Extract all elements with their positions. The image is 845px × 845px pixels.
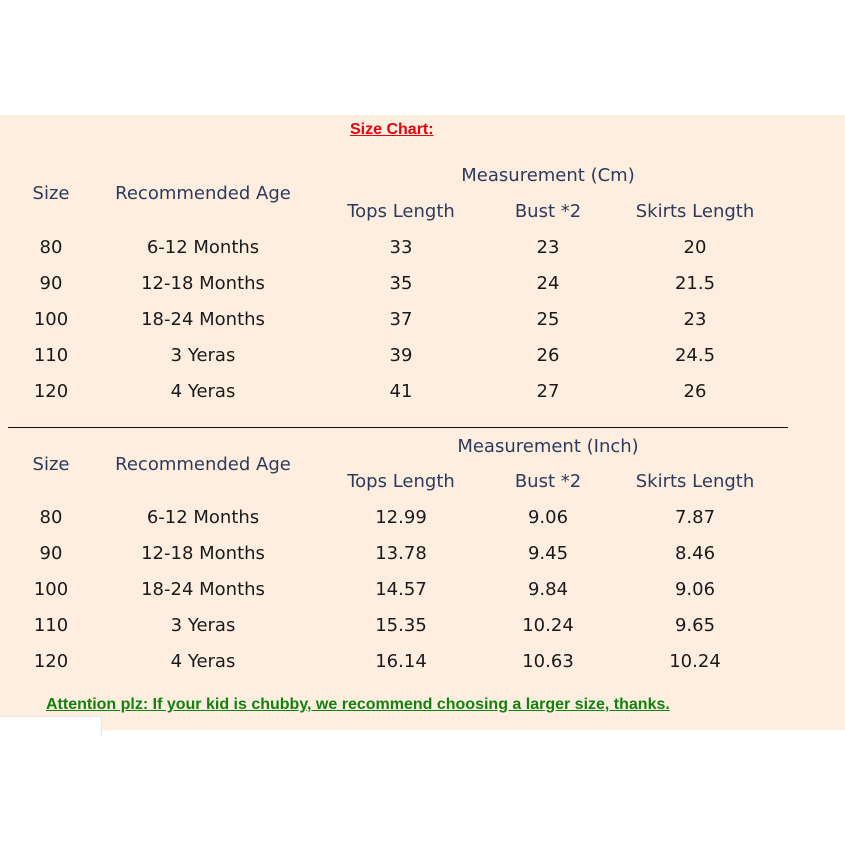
age-cell: 4 Yeras xyxy=(170,651,236,672)
age-cell: 4 Yeras xyxy=(170,381,236,402)
tops-cell: 12.99 xyxy=(375,507,427,528)
bust-cell: 25 xyxy=(536,309,560,330)
bust-cell: 9.06 xyxy=(527,507,569,528)
skirts-cell: 8.46 xyxy=(674,543,716,564)
cm-bust-header: Bust *2 xyxy=(514,201,582,222)
age-cell: 18-24 Months xyxy=(141,309,265,330)
tops-cell: 39 xyxy=(389,345,413,366)
size-cell: 80 xyxy=(39,237,63,258)
attention-note: Attention plz: If your kid is chubby, we recommend choosing a larger size, thanks. xyxy=(46,696,670,713)
tops-cell: 41 xyxy=(389,381,413,402)
size-cell: 110 xyxy=(33,615,69,636)
size-cell: 90 xyxy=(39,273,63,294)
bust-cell: 27 xyxy=(536,381,560,402)
size-cell: 100 xyxy=(33,579,69,600)
age-cell: 18-24 Months xyxy=(141,579,265,600)
inch-age-header: Recommended Age xyxy=(115,454,291,475)
skirts-cell: 7.87 xyxy=(674,507,716,528)
tops-cell: 33 xyxy=(389,237,413,258)
age-cell: 6-12 Months xyxy=(146,507,260,528)
tops-cell: 14.57 xyxy=(375,579,427,600)
cm-age-header: Recommended Age xyxy=(115,183,291,204)
size-cell: 110 xyxy=(33,345,69,366)
bust-cell: 26 xyxy=(536,345,560,366)
size-cell: 120 xyxy=(33,651,69,672)
size-cell: 120 xyxy=(33,381,69,402)
inch-bust-header: Bust *2 xyxy=(514,471,582,492)
cm-tops-header: Tops Length xyxy=(347,201,455,222)
skirts-cell: 24.5 xyxy=(674,345,716,366)
size-cell: 90 xyxy=(39,543,63,564)
skirts-cell: 21.5 xyxy=(674,273,716,294)
tops-cell: 35 xyxy=(389,273,413,294)
skirts-cell: 23 xyxy=(683,309,707,330)
size-cell: 80 xyxy=(39,507,63,528)
bottom-tab-edge xyxy=(0,716,102,737)
table-divider xyxy=(8,427,788,428)
tops-cell: 37 xyxy=(389,309,413,330)
tops-cell: 13.78 xyxy=(375,543,427,564)
inch-measurement-group-label: Measurement (Inch) xyxy=(457,436,639,457)
tops-cell: 16.14 xyxy=(375,651,427,672)
age-cell: 12-18 Months xyxy=(141,543,265,564)
cm-size-header: Size xyxy=(32,183,70,204)
skirts-cell: 26 xyxy=(683,381,707,402)
inch-size-header: Size xyxy=(32,454,70,475)
bust-cell: 23 xyxy=(536,237,560,258)
skirts-cell: 9.06 xyxy=(674,579,716,600)
size-chart-title: Size Chart: xyxy=(350,121,434,138)
skirts-cell: 20 xyxy=(683,237,707,258)
age-cell: 6-12 Months xyxy=(146,237,260,258)
inch-skirts-header: Skirts Length xyxy=(635,471,755,492)
bust-cell: 9.45 xyxy=(527,543,569,564)
bust-cell: 10.63 xyxy=(522,651,574,672)
bust-cell: 10.24 xyxy=(522,615,574,636)
cm-skirts-header: Skirts Length xyxy=(635,201,755,222)
bust-cell: 9.84 xyxy=(527,579,569,600)
cm-measurement-group-label: Measurement (Cm) xyxy=(461,165,635,186)
skirts-cell: 9.65 xyxy=(674,615,716,636)
size-cell: 100 xyxy=(33,309,69,330)
inch-tops-header: Tops Length xyxy=(347,471,455,492)
age-cell: 3 Yeras xyxy=(170,615,236,636)
tops-cell: 15.35 xyxy=(375,615,427,636)
age-cell: 12-18 Months xyxy=(141,273,265,294)
bust-cell: 24 xyxy=(536,273,560,294)
age-cell: 3 Yeras xyxy=(170,345,236,366)
skirts-cell: 10.24 xyxy=(669,651,721,672)
